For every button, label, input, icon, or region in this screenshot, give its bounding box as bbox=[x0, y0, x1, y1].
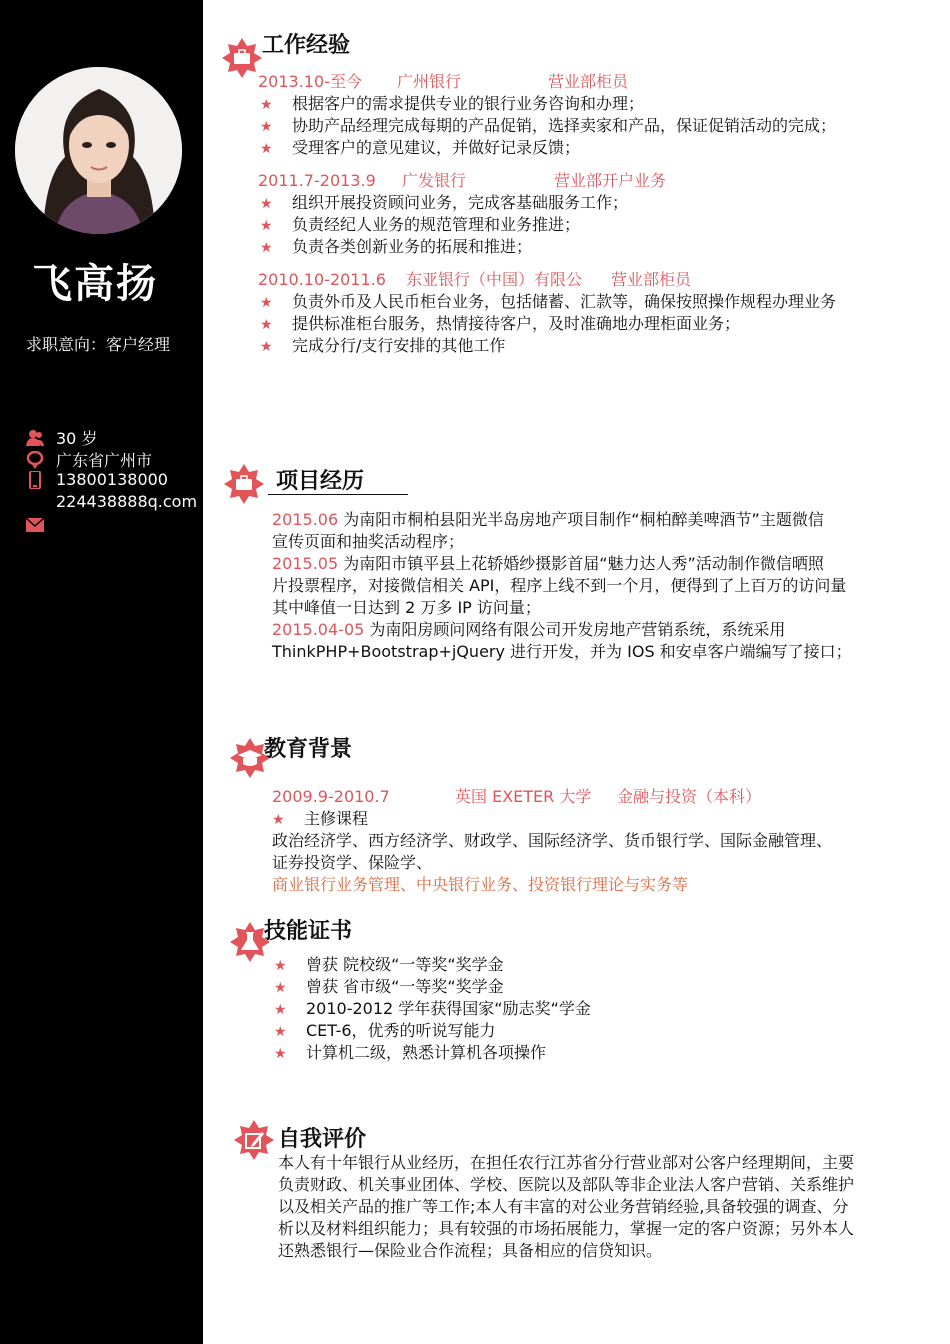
star-icon: ★ bbox=[274, 1024, 287, 1040]
project-line: 宣传页面和抽奖活动程序； bbox=[272, 532, 465, 551]
star-icon: ★ bbox=[260, 317, 273, 333]
contact-phone bbox=[26, 470, 168, 489]
section-title-skills: 技能证书 bbox=[264, 919, 353, 944]
section-title-self: 自我评价 bbox=[278, 1127, 367, 1152]
job-period: 2011.7-2013.9 bbox=[258, 171, 376, 190]
self-eval-line: 还熟悉银行—保险业合作流程；具备相应的信贷知识。 bbox=[278, 1241, 663, 1260]
age-text: 30 岁 bbox=[56, 429, 98, 448]
contact-location bbox=[26, 448, 152, 471]
star-icon: ★ bbox=[260, 295, 273, 311]
star-icon: ★ bbox=[260, 119, 273, 135]
contact-email bbox=[56, 492, 197, 511]
course-line: 政治经济学、西方经济学、财政学、国际经济学、货币银行学、国际金融管理、 bbox=[272, 831, 833, 850]
edu-major: 金融与投资（本科） bbox=[617, 787, 762, 806]
star-icon: ★ bbox=[260, 240, 273, 256]
star-icon: ★ bbox=[260, 218, 273, 234]
pencil-icon bbox=[234, 1120, 274, 1160]
project-line: 2015.05 为南阳市镇平县上花轿婚纱摄影首届“魅力达人秀”活动制作微信晒照 bbox=[272, 554, 824, 573]
person-icon bbox=[26, 429, 44, 447]
job-company: 广州银行 bbox=[397, 72, 462, 91]
list-item: ★ 受理客户的意见建议，并做好记录反馈； bbox=[260, 137, 580, 160]
job-company: 广发银行 bbox=[402, 171, 467, 190]
section-title-work: 工作经验 bbox=[262, 33, 351, 58]
star-icon: ★ bbox=[274, 1002, 287, 1018]
list-item: ★ 曾获 院校级“一等奖“奖学金 bbox=[274, 954, 504, 977]
project-line: 片投票程序，对接微信相关 API，程序上线不到一个月，便得到了上百万的访问量 bbox=[272, 576, 847, 595]
job-role: 营业部柜员 bbox=[611, 270, 692, 289]
project-date: 2015.05 bbox=[272, 554, 339, 573]
self-eval-line: 析以及材料组织能力；具有较强的市场拓展能力，掌握一定的客户资源；另外本人 bbox=[278, 1219, 855, 1238]
project-line: 2015.06 为南阳市桐柏县阳光半岛房地产项目制作“桐柏醉美啤酒节”主题微信 bbox=[272, 510, 824, 529]
list-item: ★ 提供标准柜台服务，热情接待客户，及时准确地办理柜面业务； bbox=[260, 313, 740, 336]
list-item: ★ CET-6，优秀的听说写能力 bbox=[274, 1020, 496, 1043]
star-icon: ★ bbox=[260, 196, 273, 212]
list-item: ★ 协助产品经理完成每期的产品促销，选择卖家和产品，保证促销活动的完成； bbox=[260, 115, 836, 138]
candidate-name: 飞高扬 bbox=[32, 261, 158, 307]
project-line: 2015.04-05 为南阳房顾问网络有限公司开发房地产营销系统，系统采用 bbox=[272, 620, 786, 639]
phone-icon bbox=[26, 471, 44, 489]
self-eval-line: 负责财政、机关事业团体、学校、医院以及部队等非企业法人客户营销、关系维护 bbox=[278, 1175, 855, 1194]
star-icon: ★ bbox=[272, 812, 285, 828]
list-item: ★ 负责经纪人业务的规范管理和业务推进； bbox=[260, 214, 580, 237]
section-title-education: 教育背景 bbox=[264, 737, 353, 762]
star-icon: ★ bbox=[274, 980, 287, 996]
contact-email-icon-row bbox=[26, 517, 44, 535]
star-icon: ★ bbox=[274, 1046, 287, 1062]
job-period: 2013.10-至今 bbox=[258, 72, 362, 91]
course-label: ★ 主修课程 bbox=[272, 808, 368, 831]
list-item: ★ 完成分行/支行安排的其他工作 bbox=[260, 335, 505, 358]
sidebar bbox=[0, 0, 203, 1344]
list-item: ★ 根据客户的需求提供专业的银行业务咨询和办理； bbox=[260, 93, 644, 116]
self-eval-line: 本人有十年银行从业经历，在担任农行江苏省分行营业部对公客户经理期间，主要 bbox=[278, 1153, 855, 1172]
mail-icon bbox=[26, 517, 44, 535]
star-icon: ★ bbox=[274, 958, 287, 974]
job-intent: 求职意向：客户经理 bbox=[26, 335, 171, 354]
list-item: ★ 计算机二级，熟悉计算机各项操作 bbox=[274, 1042, 546, 1065]
job-role: 营业部开户业务 bbox=[554, 171, 667, 190]
list-item: ★ 组织开展投资顾问业务，完成客基础服务工作； bbox=[260, 192, 628, 215]
list-item: ★ 曾获 省市级“一等奖“奖学金 bbox=[274, 976, 504, 999]
star-icon: ★ bbox=[260, 339, 273, 355]
briefcase-icon bbox=[222, 38, 262, 78]
project-line: 其中峰值一日达到 2 万多 IP 访问量； bbox=[272, 598, 541, 617]
briefcase-icon bbox=[224, 464, 264, 504]
project-date: 2015.06 bbox=[272, 510, 339, 529]
project-line: ThinkPHP+Bootstrap+jQuery 进行开发，并为 IOS 和安卓客户端编写了接口； bbox=[272, 642, 852, 661]
course-line-highlight: 商业银行业务管理、中央银行业务、投资银行理论与实务等 bbox=[272, 875, 689, 894]
list-item: ★ 2010-2012 学年获得国家“励志奖“学金 bbox=[274, 998, 591, 1021]
edu-period: 2009.9-2010.7 bbox=[272, 787, 390, 806]
location-pin-icon bbox=[26, 451, 44, 469]
star-icon: ★ bbox=[260, 141, 273, 157]
self-eval-line: 以及相关产品的推广等工作;本人有丰富的对公业务营销经验,具备较强的调查、分 bbox=[278, 1197, 849, 1216]
email-text[interactable]: 224438888q.com bbox=[56, 492, 198, 511]
phone-text[interactable]: 13800138000 bbox=[56, 470, 168, 489]
course-line: 证券投资学、保险学、 bbox=[272, 853, 433, 872]
list-item: ★ 负责各类创新业务的拓展和推进； bbox=[260, 236, 532, 259]
edu-school: 英国 EXETER 大学 bbox=[455, 787, 592, 806]
section-underline bbox=[268, 494, 408, 495]
job-company: 东亚银行（中国）有限公 bbox=[406, 270, 583, 289]
star-icon: ★ bbox=[260, 97, 273, 113]
project-date: 2015.04-05 bbox=[272, 620, 365, 639]
job-role: 营业部柜员 bbox=[548, 72, 629, 91]
list-item: ★ 负责外币及人民币柜台业务，包括储蓄、汇款等，确保按照操作规程办理业务 bbox=[260, 291, 836, 314]
location-text: 广东省广州市 bbox=[56, 451, 153, 470]
section-title-project: 项目经历 bbox=[276, 469, 365, 494]
contact-age bbox=[26, 426, 97, 449]
avatar bbox=[15, 67, 182, 234]
job-period: 2010.10-2011.6 bbox=[258, 270, 386, 289]
portrait-photo bbox=[15, 67, 182, 234]
